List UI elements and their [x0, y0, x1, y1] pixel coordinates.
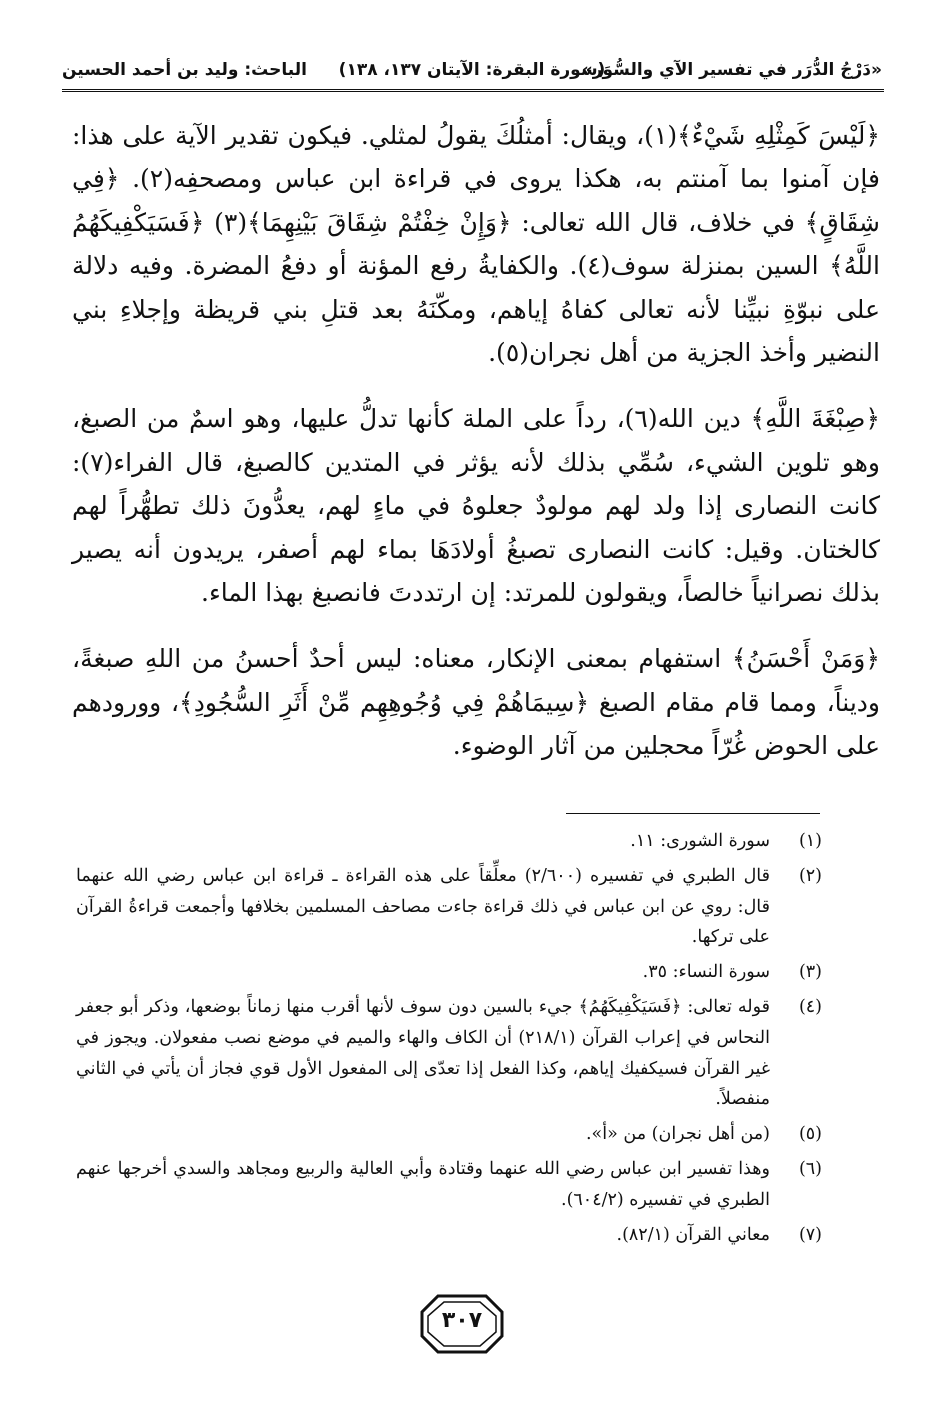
- footnote-number: (٥): [798, 1124, 822, 1145]
- footnote-text: سورة النساء: ٣٥.: [642, 962, 770, 983]
- paragraph: ﴿لَيْسَ كَمِثْلِهِ شَيْءٌ﴾(١)، ويقال: أمثلُكَ يقولُ لمثلي. فيكون تقدير الآية على هذا: فإن آمنوا بما آمنتم به، هكذا يروى في قراءة ابن عباس ومصحفِه(٢). ﴿فِي شِقَاقٍ﴾ في خلاف، قال الله تعالى: ﴿وَإِنْ خِفْتُمْ شِقَاقَ بَيْنِهِمَا﴾(٣) ﴿فَسَيَكْفِيكَهُمُ اللَّهُ﴾ السين بمنزلة سوف(٤). والكفايةُ رفع المؤنة أو دفعُ المضرة. وفيه دلالة على نبوّةِ نبيِّنا لأنه تعالى كفاهُ إياهم، ومكّنَهُ بعد قتلِ بني قريظة وإجلاءِ بني النضير وأخذ الجزية من أهل نجران(٥).: [72, 121, 880, 368]
- footnote: [76, 1154, 822, 1216]
- footnote: [76, 992, 822, 1115]
- main-text: [72, 114, 880, 791]
- footnote-text: قوله تعالى: ﴿فَسَيَكْفِيكَهُمُ﴾ جيء بالسين دون سوف لأنها أقرب منها زماناً بوضعها، وذكر أبو جعفر النحاس في إعراب القرآن (٢١٨/١) أن الكاف والهاء والميم في موضع نصب مفعولان. ويجوز في غير القرآن فسيكفيك إياهم، وكذا الفعل إذا تعدّى إلى المفعول الأول قوي فجاز أن يأتي في الثاني منفصلاً.: [76, 996, 770, 1110]
- footnote-text: قال الطبري في تفسيره (٢/٦٠٠) معلِّقاً على هذه القراءة ـ قراءة ابن عباس رضي الله عنهما قال: روي عن ابن عباس في ذلك قراءة جاءت مصاحف المسلمين بخلافها وأجمعت قراءةُ القرآن على تركها.: [76, 865, 770, 948]
- footnote-text: (من أهل نجران) من «أ».: [585, 1124, 770, 1145]
- footnote: [76, 861, 822, 953]
- footnote-separator: [566, 813, 820, 814]
- paragraph: ﴿صِبْغَةَ اللَّهِ﴾ دين الله(٦)، رداً على الملة كأنها تدلُّ عليها، وهو اسمٌ من الصبغ، وهو تلوين الشيء، سُمِّي بذلك لأنه يؤثر في المتدين كالصبغ، قال الفراء(٧): كانت النصارى إذا ولد لهم مولودٌ جعلوهُ في ماءٍ لهم، يعدُّونَ ذلك تطهُّراً لهم كالختان. وقيل: كانت النصارى تصبغُ أولادَهَا بماء لهم أصفر، يريدون أنه يصير بذلك نصرانياً خالصاً، ويقولون للمرتد: إن ارتددتَ فانصبغ بهذا الماء.: [72, 404, 880, 608]
- footnote-number: (٧): [798, 1224, 822, 1245]
- paragraph: ﴿وَمَنْ أَحْسَنُ﴾ استفهام بمعنى الإنكار، معناه: ليس أحدٌ أحسنُ من اللهِ صبغةً، وديناً، ومما قام مقام الصبغ ﴿سِيمَاهُمْ فِي وُجُوهِهِم مِّنْ أَثَرِ السُّجُودِ﴾، وورودهم على الحوض غُرّاً محجلين من آثار الوضوء.: [72, 644, 880, 761]
- header-rule: [62, 89, 884, 92]
- running-header: [62, 50, 882, 90]
- researcher-name: الباحث: وليد بن أحمد الحسين: [62, 60, 307, 80]
- footnote: [76, 826, 822, 857]
- footnote: [76, 1220, 822, 1251]
- footnote: [76, 1119, 822, 1150]
- footnote-text: معاني القرآن (٨٢/١).: [616, 1224, 770, 1245]
- footnote-text: وهذا تفسير ابن عباس رضي الله عنهما وقتادة وأبي العالية والربيع ومجاهد والسدي أخرجها عنهم الطبري في تفسيره (٦٠٤/٢).: [76, 1158, 770, 1210]
- footnote-number: (٢): [798, 865, 822, 886]
- footnote-number: (٦): [798, 1158, 822, 1179]
- footnotes: [76, 826, 822, 1254]
- footnote-text: سورة الشورى: ١١.: [630, 831, 770, 851]
- footnote-number: (٤): [798, 996, 822, 1017]
- footnote-number: (١): [798, 831, 822, 851]
- footnote: [76, 957, 822, 988]
- page-number-ornament: [418, 1292, 506, 1356]
- footnote-number: (٣): [798, 962, 822, 983]
- page-number: ٣٠٧: [441, 1308, 483, 1333]
- surah-info: (سورة البقرة: الآيتان ١٣٧، ١٣٨): [338, 60, 606, 80]
- book-title: «دَرْجُ الدُّرَر في تفسير الآي والسُّوَر»: [581, 60, 882, 80]
